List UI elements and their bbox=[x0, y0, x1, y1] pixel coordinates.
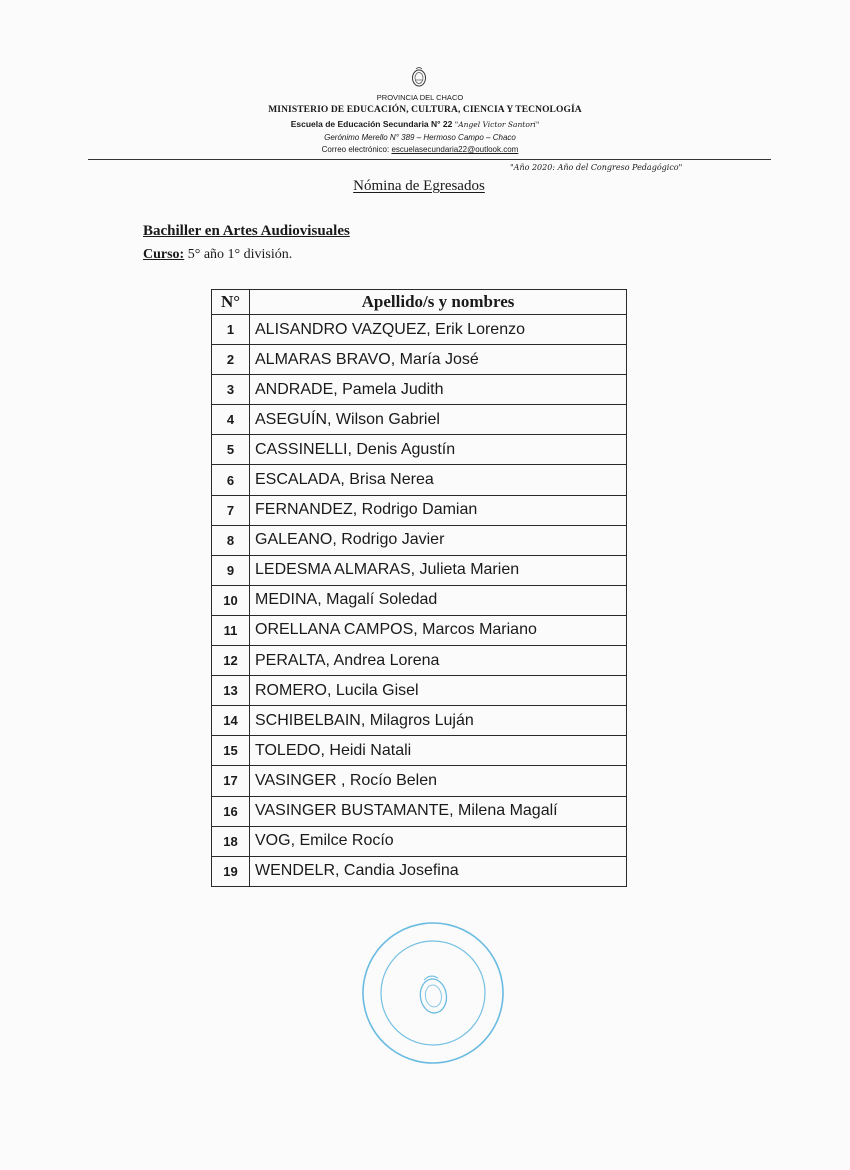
table-row bbox=[212, 435, 627, 465]
row-number: 4 bbox=[212, 405, 250, 435]
email-link[interactable]: escuelasecundaria22@outlook.com bbox=[391, 145, 519, 154]
row-name: ESCALADA, Brisa Nerea bbox=[250, 465, 627, 495]
career-heading: Bachiller en Artes Audiovisuales bbox=[143, 223, 350, 239]
row-number: 1 bbox=[212, 315, 250, 345]
header-province: PROVINCIA DEL CHACO bbox=[376, 93, 464, 102]
row-name: ORELLANA CAMPOS, Marcos Mariano bbox=[250, 615, 627, 645]
header-address: Gerónimo Merello N° 389 – Hermoso Campo – Chaco bbox=[324, 133, 516, 142]
table-row bbox=[212, 495, 627, 525]
row-name: CASSINELLI, Denis Agustín bbox=[250, 435, 627, 465]
row-number: 14 bbox=[212, 706, 250, 736]
row-name: PERALTA, Andrea Lorena bbox=[250, 646, 627, 676]
school-seal-stamp bbox=[358, 918, 508, 1068]
course-line bbox=[143, 247, 292, 263]
row-name: MEDINA, Magalí Soledad bbox=[250, 585, 627, 615]
row-name: ALMARAS BRAVO, María José bbox=[250, 345, 627, 375]
course-value: 5° año 1° división. bbox=[187, 247, 293, 262]
row-name: ASEGUÍN, Wilson Gabriel bbox=[250, 405, 627, 435]
row-name: TOLEDO, Heidi Natali bbox=[250, 736, 627, 766]
table-row bbox=[212, 465, 627, 495]
row-number: 5 bbox=[212, 435, 250, 465]
table-row bbox=[212, 555, 627, 585]
table-row bbox=[212, 585, 627, 615]
row-name: ALISANDRO VAZQUEZ, Erik Lorenzo bbox=[250, 315, 627, 345]
header-motto: "Año 2020: Año del Congreso Pedagógico" bbox=[510, 163, 683, 172]
school-nickname: "Angel Victor Santori" bbox=[454, 120, 540, 129]
document-title-text: Nómina de Egresados bbox=[353, 178, 485, 194]
row-number: 13 bbox=[212, 676, 250, 706]
row-name: FERNANDEZ, Rodrigo Damian bbox=[250, 495, 627, 525]
province-crest-icon bbox=[411, 66, 427, 88]
header-divider bbox=[88, 159, 771, 160]
table-row bbox=[212, 375, 627, 405]
row-number: 15 bbox=[212, 736, 250, 766]
row-number: 3 bbox=[212, 375, 250, 405]
row-name: LEDESMA ALMARAS, Julieta Marien bbox=[250, 555, 627, 585]
row-name: VOG, Emilce Rocío bbox=[250, 826, 627, 856]
row-number: 10 bbox=[212, 585, 250, 615]
row-number: 6 bbox=[212, 465, 250, 495]
table-row bbox=[212, 615, 627, 645]
row-name: ANDRADE, Pamela Judith bbox=[250, 375, 627, 405]
column-header-name: Apellido/s y nombres bbox=[250, 290, 627, 315]
row-name: VASINGER BUSTAMANTE, Milena Magalí bbox=[250, 796, 627, 826]
table-row bbox=[212, 706, 627, 736]
table-row bbox=[212, 405, 627, 435]
row-name: VASINGER , Rocío Belen bbox=[250, 766, 627, 796]
column-header-number: N° bbox=[212, 290, 250, 315]
row-name: SCHIBELBAIN, Milagros Luján bbox=[250, 706, 627, 736]
course-label: Curso: bbox=[143, 247, 185, 262]
table-row bbox=[212, 736, 627, 766]
table-row bbox=[212, 315, 627, 345]
row-number: 16 bbox=[212, 796, 250, 826]
header-school bbox=[0, 120, 840, 129]
table-row bbox=[212, 646, 627, 676]
row-number: 9 bbox=[212, 555, 250, 585]
table-row bbox=[212, 826, 627, 856]
table-row bbox=[212, 676, 627, 706]
header-email-line bbox=[0, 146, 845, 154]
row-number: 2 bbox=[212, 345, 250, 375]
row-number: 17 bbox=[212, 766, 250, 796]
table-row bbox=[212, 856, 627, 886]
table-row bbox=[212, 525, 627, 555]
row-number: 18 bbox=[212, 826, 250, 856]
email-label: Correo electrónico: bbox=[321, 145, 390, 154]
table-header-row bbox=[212, 290, 627, 315]
row-number: 11 bbox=[212, 615, 250, 645]
row-number: 19 bbox=[212, 856, 250, 886]
row-name: WENDELR, Candia Josefina bbox=[250, 856, 627, 886]
row-name: ROMERO, Lucila Gisel bbox=[250, 676, 627, 706]
graduates-table bbox=[211, 289, 627, 887]
row-name: GALEANO, Rodrigo Javier bbox=[250, 525, 627, 555]
row-number: 8 bbox=[212, 525, 250, 555]
table-row bbox=[212, 796, 627, 826]
document-title bbox=[0, 178, 850, 195]
row-number: 12 bbox=[212, 646, 250, 676]
row-number: 7 bbox=[212, 495, 250, 525]
table-row bbox=[212, 766, 627, 796]
table-row bbox=[212, 345, 627, 375]
header-ministry: MINISTERIO DE EDUCACIÓN, CULTURA, CIENCIA Y TECNOLOGÍA bbox=[268, 105, 582, 115]
school-name: Escuela de Educación Secundaria N° 22 bbox=[290, 119, 453, 129]
